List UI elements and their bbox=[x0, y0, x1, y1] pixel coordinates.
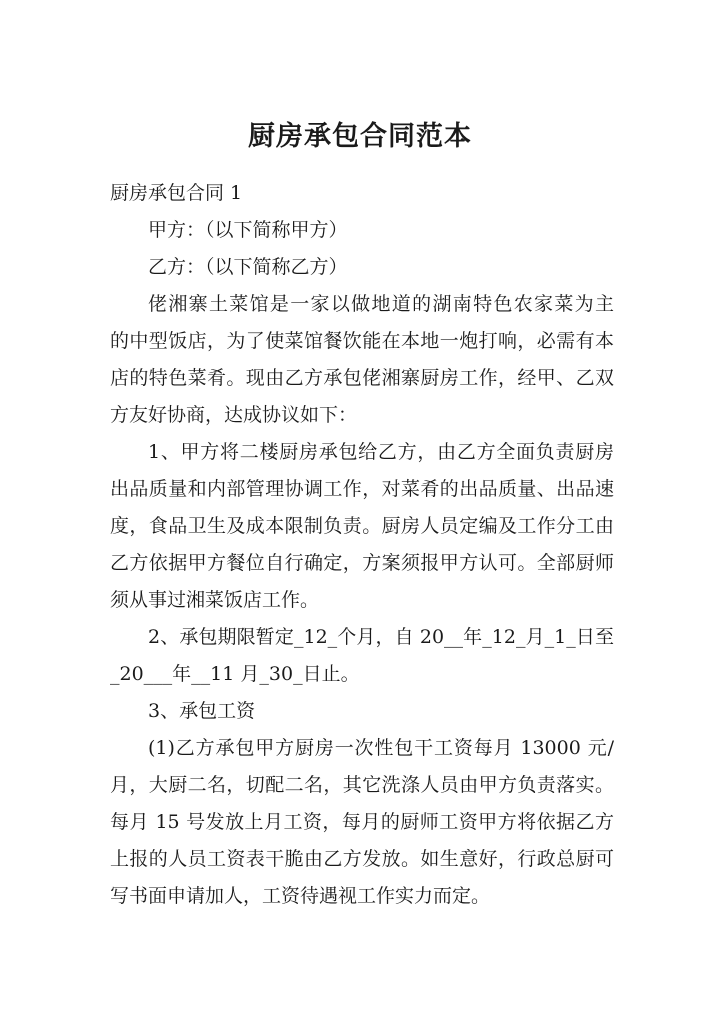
text-line: 2、承包期限暂定_12_个月，自 20__年_12_月_1_日至 bbox=[148, 626, 614, 648]
text-line: 月，大厨二名，切配二名，其它洗涤人员由甲方负责落实。 bbox=[110, 774, 614, 796]
document-title: 厨房承包合同范本 bbox=[248, 121, 472, 152]
text-line: 方友好协商，达成协议如下： bbox=[110, 404, 358, 426]
text-line: _20___年__11 月_30_日止。 bbox=[110, 663, 360, 685]
text-line: 1、甲方将二楼厨房承包给乙方，由乙方全面负责厨房 bbox=[148, 441, 614, 463]
text-line: 度，食品卫生及成本限制负责。厨房人员定编及工作分工由 bbox=[110, 515, 614, 537]
party-a-line: 甲方：（以下简称甲方） bbox=[148, 219, 348, 241]
clause-3-paragraph bbox=[110, 730, 614, 915]
text-line: 出品质量和内部管理协调工作，对菜肴的出品质量、出品速 bbox=[110, 478, 614, 500]
text-line: 每月 15 号发放上月工资，每月的厨师工资甲方将依据乙方 bbox=[110, 811, 614, 833]
clause-3-heading: 3、承包工资 bbox=[148, 700, 256, 722]
text-line: 须从事过湘菜饭店工作。 bbox=[110, 589, 320, 611]
clause-2-paragraph bbox=[110, 619, 614, 693]
section-heading: 厨房承包合同 1 bbox=[110, 182, 243, 204]
clause-1-paragraph bbox=[110, 434, 614, 619]
text-line: 的中型饭店，为了使菜馆餐饮能在本地一炮打响，必需有本 bbox=[110, 330, 614, 352]
text-line: (1)乙方承包甲方厨房一次性包干工资每月 13000 元/ bbox=[148, 737, 614, 759]
text-line: 店的特色菜肴。现由乙方承包佬湘寨厨房工作，经甲、乙双 bbox=[110, 367, 614, 389]
text-line: 上报的人员工资表干脆由乙方发放。如生意好，行政总厨可 bbox=[110, 848, 614, 870]
text-line: 乙方依据甲方餐位自行确定，方案须报甲方认可。全部厨师 bbox=[110, 552, 614, 574]
text-line: 佬湘寨土菜馆是一家以做地道的湖南特色农家菜为主 bbox=[148, 293, 614, 315]
document-body bbox=[110, 175, 614, 915]
intro-paragraph bbox=[110, 286, 614, 434]
text-line: 写书面申请加人，工资待遇视工作实力而定。 bbox=[110, 885, 491, 907]
party-b-line: 乙方：（以下简称乙方） bbox=[148, 256, 348, 278]
